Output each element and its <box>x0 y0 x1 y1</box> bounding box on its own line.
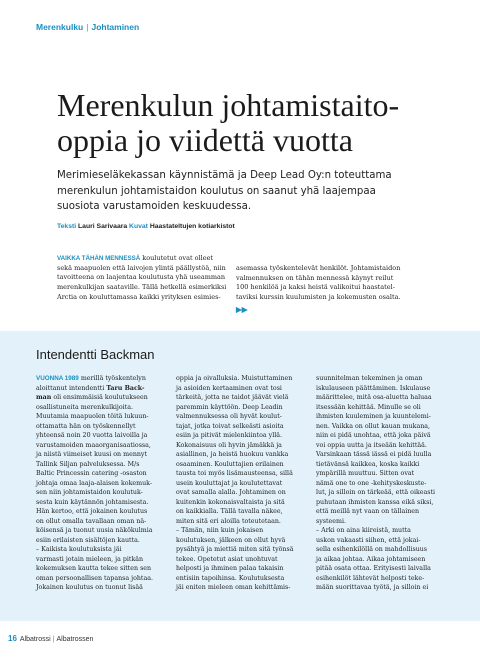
box-line: ja niistä viimeiset kuusi on mennyt <box>36 451 148 458</box>
box-line: ihmisten kuuleminen ja kuuntelemi- <box>316 413 431 420</box>
title-line: Merenkulun johtamistaito- <box>57 87 400 123</box>
magazine-name-swedish: Albatrossen <box>56 636 94 643</box>
section-name: Merenkulku <box>36 22 84 32</box>
box-line: puhutaan ihmisten kanssa eikä siksi, <box>316 498 434 506</box>
box-line: esiin ja pitivät mielenkiintoa yllä. <box>176 432 283 439</box>
box-line: entisiin tapoihinsa. Koulutuksesta <box>176 574 285 582</box>
box-line: helposti ja ihminen palaa takaisin <box>176 565 284 572</box>
intro-column-right <box>236 264 426 303</box>
box-line: osaaminen. Kouluttajien erilainen <box>176 460 284 468</box>
box-line: Hän kertoo, että jokainen koulutus <box>36 508 148 515</box>
title-line: oppia jo viidettä vuotta <box>57 122 353 158</box>
intro-line: taviksi kurssin kuulumisten ja kokemusten osalta. <box>236 293 401 302</box>
box-line: suunnitelman tekeminen ja oman <box>316 375 423 382</box>
box-line: Jokainen koulutus on tuonut lisää <box>36 584 143 591</box>
box-line: miten sitä eri aloilla toteutetaan. <box>176 517 281 525</box>
box-line: että meillä nyt vaan on tällainen <box>316 508 420 515</box>
box-line: ympärillä muuttuu. Sitten ovat <box>316 470 415 477</box>
box-line: ottamatta hän on työskennellyt <box>36 422 136 430</box>
box-line: sella esihenkilöllä on mahdollisuus <box>316 546 428 553</box>
byline-text-label: Teksti <box>57 223 77 230</box>
box-line: tekee. Opetetut asiat unohtuvat <box>176 555 278 563</box>
box-line: sen niin johtamistaidon koulutuk- <box>36 489 143 496</box>
byline-author: Lauri Sarivaara <box>78 223 128 230</box>
box-line: on kaikkialla. Tällä tavalla näkee, <box>176 508 283 515</box>
box-line: osallistuneita merenkulkijoita. <box>36 403 133 411</box>
box-line: VUONNA 1989 merillä työskentelyn <box>36 375 146 382</box>
box-line: on ollut omalla tavallaan oman nä- <box>36 517 147 525</box>
box-line: yhteensä noin 20 vuotta laivoilla ja <box>36 432 148 439</box>
box-line: – Arki on aina kiireistä, mutta <box>316 527 411 534</box>
box-line: esiin erilaisten sisältöjen kautta. <box>36 536 140 544</box>
box-line: – Kaikista koulutuksista jäi <box>36 546 122 553</box>
page-footer <box>8 634 93 643</box>
box-line: esihenkilöt lähtevät helposti teke- <box>316 574 425 582</box>
box-line: pitää osata ottaa. Erityisesti laivalla <box>316 565 431 572</box>
box-column-3 <box>316 374 456 593</box>
box-line: nämä one to one -kehityskeskuste- <box>316 479 427 487</box>
magazine-name: Albatrossi <box>19 636 51 643</box>
intro-line: valmennuksen on tähän mennessä käynyt reilut <box>236 273 394 282</box>
box-line: ja aikaa johtaa. Aikaa johtamiseen <box>316 555 426 563</box>
box-title: Intendentti Backman <box>36 347 155 362</box>
intro-line: VAIKKA TÄHÄN MENNESSÄ koulutetut ovat olleet <box>57 254 214 262</box>
box-column-2 <box>176 374 308 593</box>
box-line: tajat, jotka toivat selkeästi asioita <box>176 422 284 430</box>
page-number: 16 <box>8 634 17 643</box>
box-line: oman persoonallisen tapansa johtaa. <box>36 574 153 582</box>
box-line: johtaja omaa laaja-alaisen kokemuk- <box>36 479 152 487</box>
box-line: iskulauseen päättäminen. Iskulause <box>316 384 431 392</box>
byline-photo-credit: Haastateltujen kotiarkistot <box>149 223 235 230</box>
article-title <box>57 88 457 158</box>
box-line: ja asioiden kertaaminen ovat tosi <box>176 384 282 392</box>
intro-kicker: VAIKKA TÄHÄN MENNESSÄ <box>57 255 141 262</box>
footer-separator: | <box>52 636 55 643</box>
intro-column-left <box>57 254 232 303</box>
section-label <box>36 22 139 32</box>
box-line: kuitenkin kokonaisvaltaista ja sitä <box>176 498 285 506</box>
box-line: Varsinkaan tässä iässä ei pidä luulla <box>316 451 432 458</box>
box-line: oppia ja oivalluksia. Muistuttaminen <box>176 375 293 382</box>
intro-line: sekä maapuolen että laivojen ylintä päällystöä, niin <box>57 263 226 272</box>
continue-arrow-icon: ▶▶ <box>236 305 248 314</box>
lead-line: suosiota varustamoiden keskuudessa. <box>57 201 252 212</box>
intro-line: asemassa työskentelevät henkilöt. Johtamistaidon <box>236 264 401 272</box>
box-line: Muutamia maapuolen töitä lukuun- <box>36 413 149 420</box>
subsection-name: Johtaminen <box>91 22 140 32</box>
box-line: itsessään kehittää. Minulle se oli <box>316 403 421 411</box>
box-line: voi oppia uutta ja itseään kehittää. <box>316 441 427 449</box>
box-line: man oli ensimmäisiä koulutukseen <box>36 394 148 401</box>
box-line: tietävänsä kaikkea, koska kaikki <box>316 460 420 468</box>
byline-photo-label: Kuvat <box>129 223 148 230</box>
box-line: nen. Vaikka on ollut kauan mukana, <box>316 422 431 430</box>
box-line: tausta toi myös lisämausteensa, sillä <box>176 470 293 477</box>
box-line: usein kouluttajat ja koulutettavat <box>176 479 283 487</box>
lead-line: merenkulun johtamistaidon koulutus on saanut yhä laajempaa <box>57 185 376 197</box>
box-line: Kokonaisuus oli hyvin jämäkkä ja <box>176 441 282 449</box>
box-line: pysähtyä ja miettiä miten sitä työnsä <box>176 546 294 553</box>
box-line: – Tämän, niin kuin jokaisen <box>176 527 264 534</box>
box-line: koulutuksen, jälkeen on ollut hyvä <box>176 536 286 544</box>
box-line: varmasti jotain mieleen, ja pitkän <box>36 555 144 563</box>
box-line: paremmin käyttöön. Deep Leadin <box>176 403 283 411</box>
intro-line: tavoitteena on laajentaa koulutusta yhä useamman <box>57 273 226 282</box>
person-name: Taru Back- <box>106 384 145 392</box>
box-line: määrittelee, mitä osa-aluetta haluaa <box>316 394 432 401</box>
box-line: asiallinen, ja heistä huokuu vankka <box>176 451 289 458</box>
box-line: aloittanut intendentti Taru Back- <box>36 384 145 392</box>
box-line: köisensä ja tuonut uusia näkökulmia <box>36 527 153 534</box>
box-line: Baltic Princessin catering -osaston <box>36 470 147 477</box>
box-line: varustamoiden maaorganisaatiossa, <box>36 441 151 449</box>
box-line: valmennuksessa oli hyvät koulut- <box>176 413 282 420</box>
box-line: jäi eniten mieleen oman kehittämis- <box>176 584 291 591</box>
section-separator: | <box>86 22 89 32</box>
box-line: lut, ja silloin on tärkeää, että oikeasti <box>316 489 436 496</box>
box-line: Tallink Siljan palveluksessa. M/s <box>36 460 140 468</box>
box-line: niin ei pidä unohtaa, että joka päivä <box>316 432 431 439</box>
box-column-1 <box>36 374 168 593</box>
lead-line: Merimieseläkekassan käynnistämä ja Deep Lead Oy:n toteuttama <box>57 170 392 181</box>
intro-line: 100 henkilöä ja kaksi heistä valikoitui haastatel- <box>236 283 395 292</box>
intro-line: merenkulkijan saataville. Tällä hetkellä esimerkiksi <box>57 283 227 292</box>
article-lead <box>57 168 452 215</box>
byline <box>57 223 235 230</box>
box-line: systeemi. <box>316 517 346 525</box>
box-kicker: VUONNA 1989 <box>36 375 79 382</box>
box-line: mään suorittavaa työtä, ja silloin ei <box>316 584 429 591</box>
intro-line: Arctia on kouluttamassa kaikki yrityksen esimies- <box>57 292 221 301</box>
box-line: sesta kuin käytännön johtamisesta. <box>36 498 149 506</box>
box-line: kokemuksen kautta tekee sitten sen <box>36 565 152 572</box>
box-line: ovat samalla alalla. Johtaminen on <box>176 489 286 496</box>
box-line: tärkeitä, jotta ne taidot jäävät vielä <box>176 394 289 401</box>
box-line: uskon vakaasti siihen, että jokai- <box>316 536 421 544</box>
